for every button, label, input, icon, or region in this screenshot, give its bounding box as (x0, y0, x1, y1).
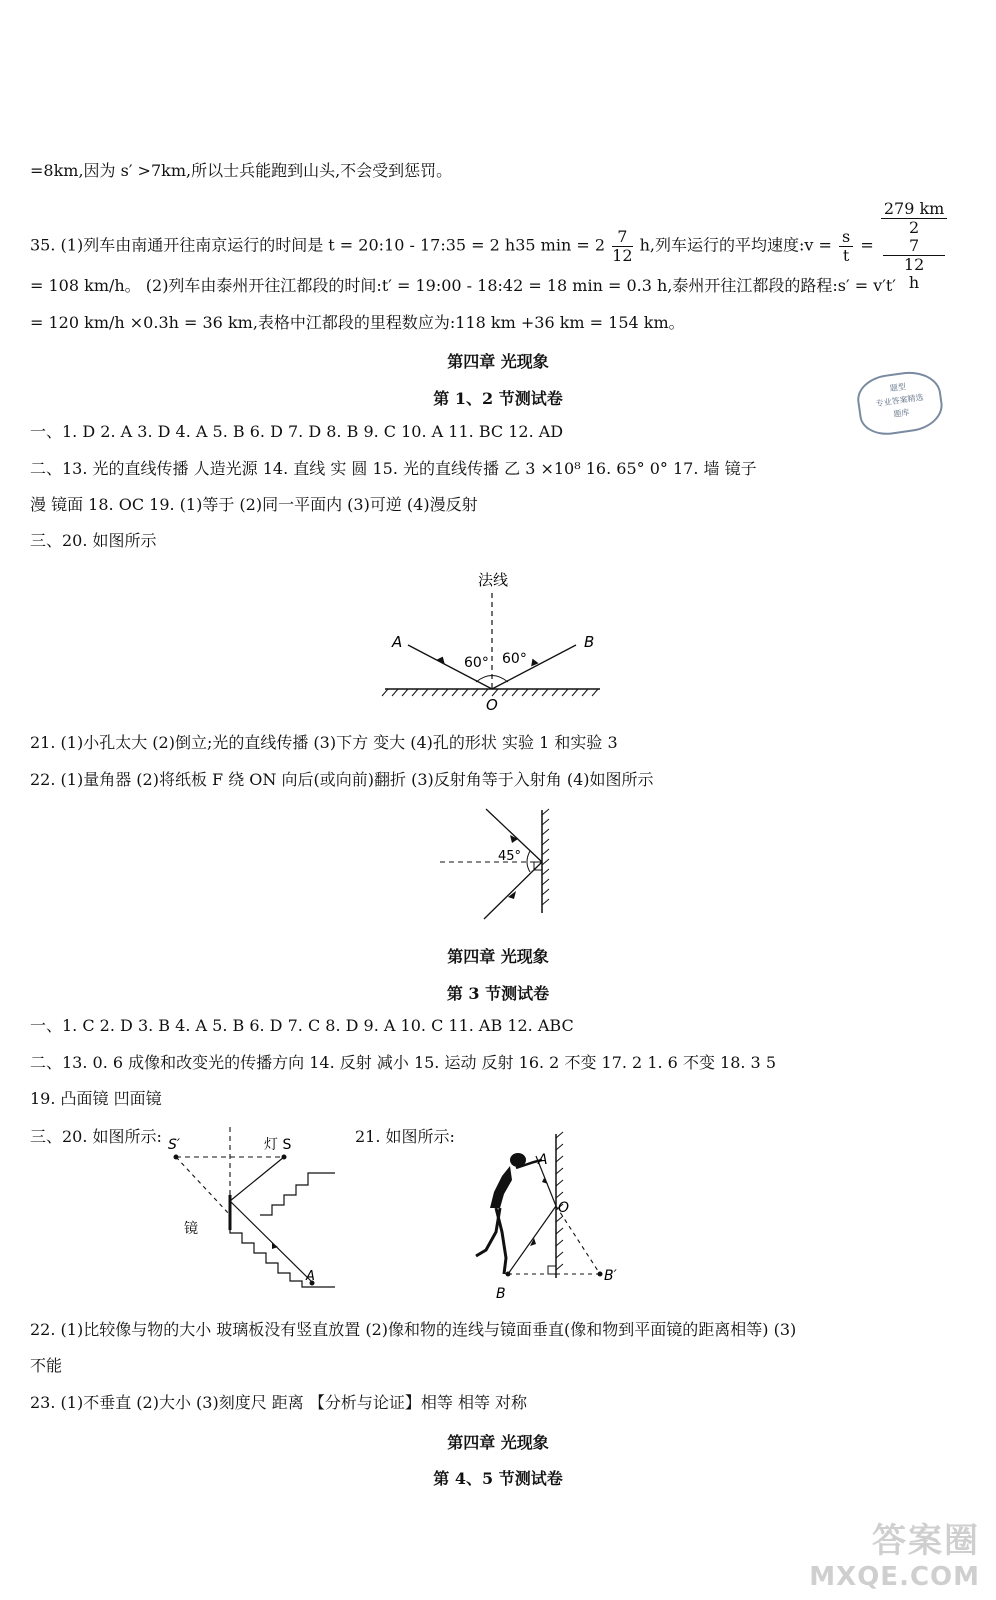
angle-label: 60° (502, 651, 527, 667)
label-a: A (392, 633, 403, 651)
fraction: 279 km 2 7 12 h (881, 200, 948, 292)
text-line: 19. 凸面镜 凹面镜 (30, 1089, 162, 1108)
stair-mirror-figure (160, 1125, 340, 1295)
text-line: 22. (1)量角器 (2)将纸板 F 绕 ON 向后(或向前)翻折 (3)反射角等于入射角 (4)如图所示 (30, 770, 654, 789)
problem-35-text-2: h,列车运行的平均速度:v = (639, 235, 832, 255)
problem-35-text: 35. (1)列车由南通开往南京运行的时间是 t = 20:10 - 17:35 = 2 h35 min = 2 (30, 235, 606, 255)
text-line: 三、20. 如图所示: (30, 1127, 162, 1146)
chapter-title: 第四章 光现象 (447, 352, 549, 371)
label-a: A (306, 1269, 315, 1284)
text-line: 23. (1)不垂直 (2)大小 (3)刻度尺 距离 【分析与论证】相等 相等 对称 (30, 1393, 528, 1412)
text-line: 一、1. D 2. A 3. D 4. A 5. B 6. D 7. D 8. B 9. C 10. A 11. BC 12. AD (30, 422, 564, 441)
reflection-figure (380, 565, 620, 715)
reflection-45-figure (438, 805, 568, 930)
fraction: $\frac{7}{12}$ (612, 226, 633, 265)
label-o: O (558, 1200, 570, 1216)
angle-label: 45° (498, 849, 522, 864)
chapter-title: 第四章 光现象 (447, 947, 549, 966)
text-line: = 108 km/h。 (2)列车由泰州开往江都段的时间:t′ = 19:00 - 18:42 = 18 min = 0.3 h,泰州开往江都段的路程:s′ = v′t′ (30, 276, 896, 295)
text-line: 二、13. 0. 6 成像和改变光的传播方向 14. 反射 减小 15. 运动 反射 16. 2 不变 17. 2 1. 6 不变 18. 3 5 (30, 1053, 777, 1072)
watermark: 答案圈 MXQE.COM (809, 1521, 980, 1592)
text-line: 二、13. 光的直线传播 人造光源 14. 直线 实 圆 15. 光的直线传播 乙 3 ×10⁸ 16. 65° 0° 17. 墙 镜子 (30, 459, 757, 478)
label-o: O (486, 696, 498, 714)
stamp: 题型 专业答案精选 题库 (854, 367, 946, 438)
problem-35-line: 35. (1)列车由南通开往南京运行的时间是 t = 20:10 - 17:35 = 2 h35 min = 2 $\frac{7}{12}$ h,列车运行的平均速度:v = $\frac{s}{t}$ = 279 km 2 7 12 h (30, 200, 949, 292)
text-line: =8km,因为 s′ >7km,所以士兵能跑到山头,不会受到惩罚。 (30, 161, 453, 180)
label-s-image: S′ (168, 1137, 181, 1153)
fraction: $\frac{s}{t}$ (839, 228, 853, 265)
section-title: 第 3 节测试卷 (446, 984, 550, 1003)
section-title: 第 1、2 节测试卷 (433, 389, 563, 408)
normal-label: 法线 (478, 571, 509, 589)
text-line: 22. (1)比较像与物的大小 玻璃板没有竖直放置 (2)像和物的连线与镜面垂直(像和物到平面镜的距离相等) (3) (30, 1320, 797, 1339)
chapter-title: 第四章 光现象 (447, 1433, 549, 1452)
section-title: 第 4、5 节测试卷 (433, 1469, 563, 1488)
text-line: 三、20. 如图所示 (30, 531, 157, 550)
text-line: = 120 km/h ×0.3h = 36 km,表格中江都段的里程数应为:118 km +36 km = 154 km。 (30, 313, 685, 332)
label-a: A (538, 1152, 548, 1168)
text-line: 一、1. C 2. D 3. B 4. A 5. B 6. D 7. C 8. D 9. A 10. C 11. AB 12. ABC (30, 1016, 574, 1035)
label-lamp: 灯 S (264, 1137, 292, 1153)
label-b: B (584, 633, 595, 651)
label-b-image: B′ (604, 1268, 617, 1284)
label-mirror: 镜 (184, 1221, 198, 1237)
text-line: 漫 镜面 18. OC 19. (1)等于 (2)同一平面内 (3)可逆 (4)漫反射 (30, 495, 478, 514)
label-b: B (496, 1286, 506, 1302)
text-line: 21. 如图所示: (355, 1127, 455, 1146)
text-line: 21. (1)小孔太大 (2)倒立;光的直线传播 (3)下方 变大 (4)孔的形状 实验 1 和实验 3 (30, 733, 618, 752)
person-mirror-figure (460, 1128, 640, 1303)
text-line: 不能 (30, 1356, 63, 1375)
angle-label: 60° (464, 655, 489, 671)
